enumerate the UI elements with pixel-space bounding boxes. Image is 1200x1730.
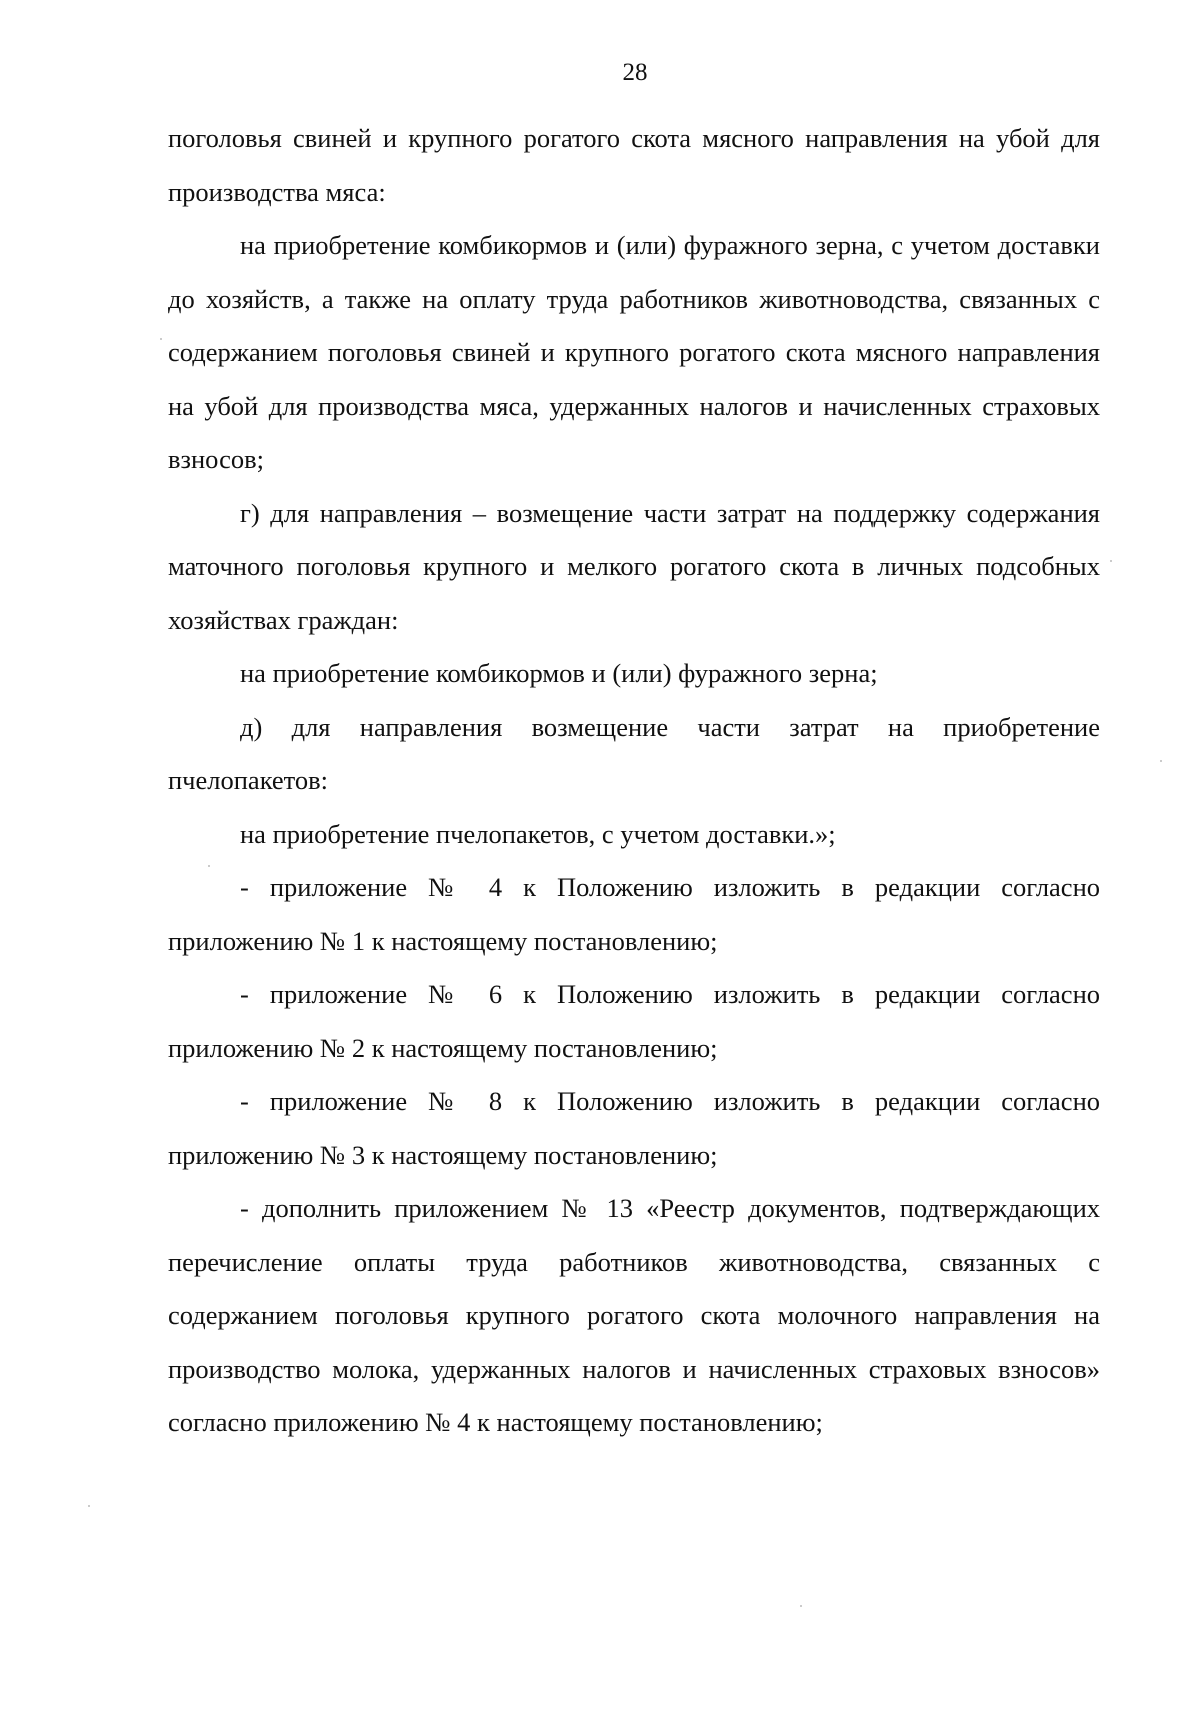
- scan-speck: [160, 338, 162, 340]
- page-number: 28: [622, 59, 648, 86]
- document-body: [168, 112, 1100, 1450]
- scan-speck: [88, 1505, 90, 1507]
- paragraph-10: - дополнить приложением № 13 «Реестр документов, подтверждающих перечисление оплаты труда работников животноводства, связанных с содержанием поголовья крупного рогатого скота молочного направления на производство молока, удержанных налогов и начисленных страховых взносов» согласно приложению № 4 к настоящему постановлению;: [168, 1193, 1100, 1437]
- scan-speck: [1110, 560, 1112, 562]
- paragraph-7: - приложение № 4 к Положению изложить в редакции согласно приложению № 1 к настоящему постановлению;: [168, 872, 1100, 956]
- paragraph-2: на приобретение комбикормов и (или) фуражного зерна, с учетом доставки до хозяйств, а также на оплату труда работников животноводства, связанных с содержанием поголовья свиней и крупного рогатого скота мясного направления на убой для производства мяса, удержанных налогов и начисленных страховых взносов;: [168, 230, 1100, 474]
- paragraph-6: на приобретение пчелопакетов, с учетом доставки.»;: [240, 818, 836, 849]
- scan-speck: [1160, 760, 1162, 762]
- scan-speck: [208, 865, 210, 867]
- paragraph-5: д) для направления возмещение части затрат на приобретение пчелопакетов:: [168, 711, 1100, 795]
- paragraph-4: на приобретение комбикормов и (или) фуражного зерна;: [240, 658, 878, 688]
- paragraph-8: - приложение № 6 к Положению изложить в редакции согласно приложению № 2 к настоящему постановлению;: [168, 979, 1100, 1063]
- paragraph-9: - приложение № 8 к Положению изложить в редакции согласно приложению № 3 к настоящему постановлению;: [168, 1086, 1100, 1170]
- scan-speck: [800, 1605, 802, 1607]
- paragraph-1: поголовья свиней и крупного рогатого скота мясного направления на убой для производства мяса:: [168, 123, 1100, 207]
- paragraph-3: г) для направления – возмещение части затрат на поддержку содержания маточного поголовья крупного и мелкого рогатого скота в личных подсобных хозяйствах граждан:: [168, 497, 1100, 635]
